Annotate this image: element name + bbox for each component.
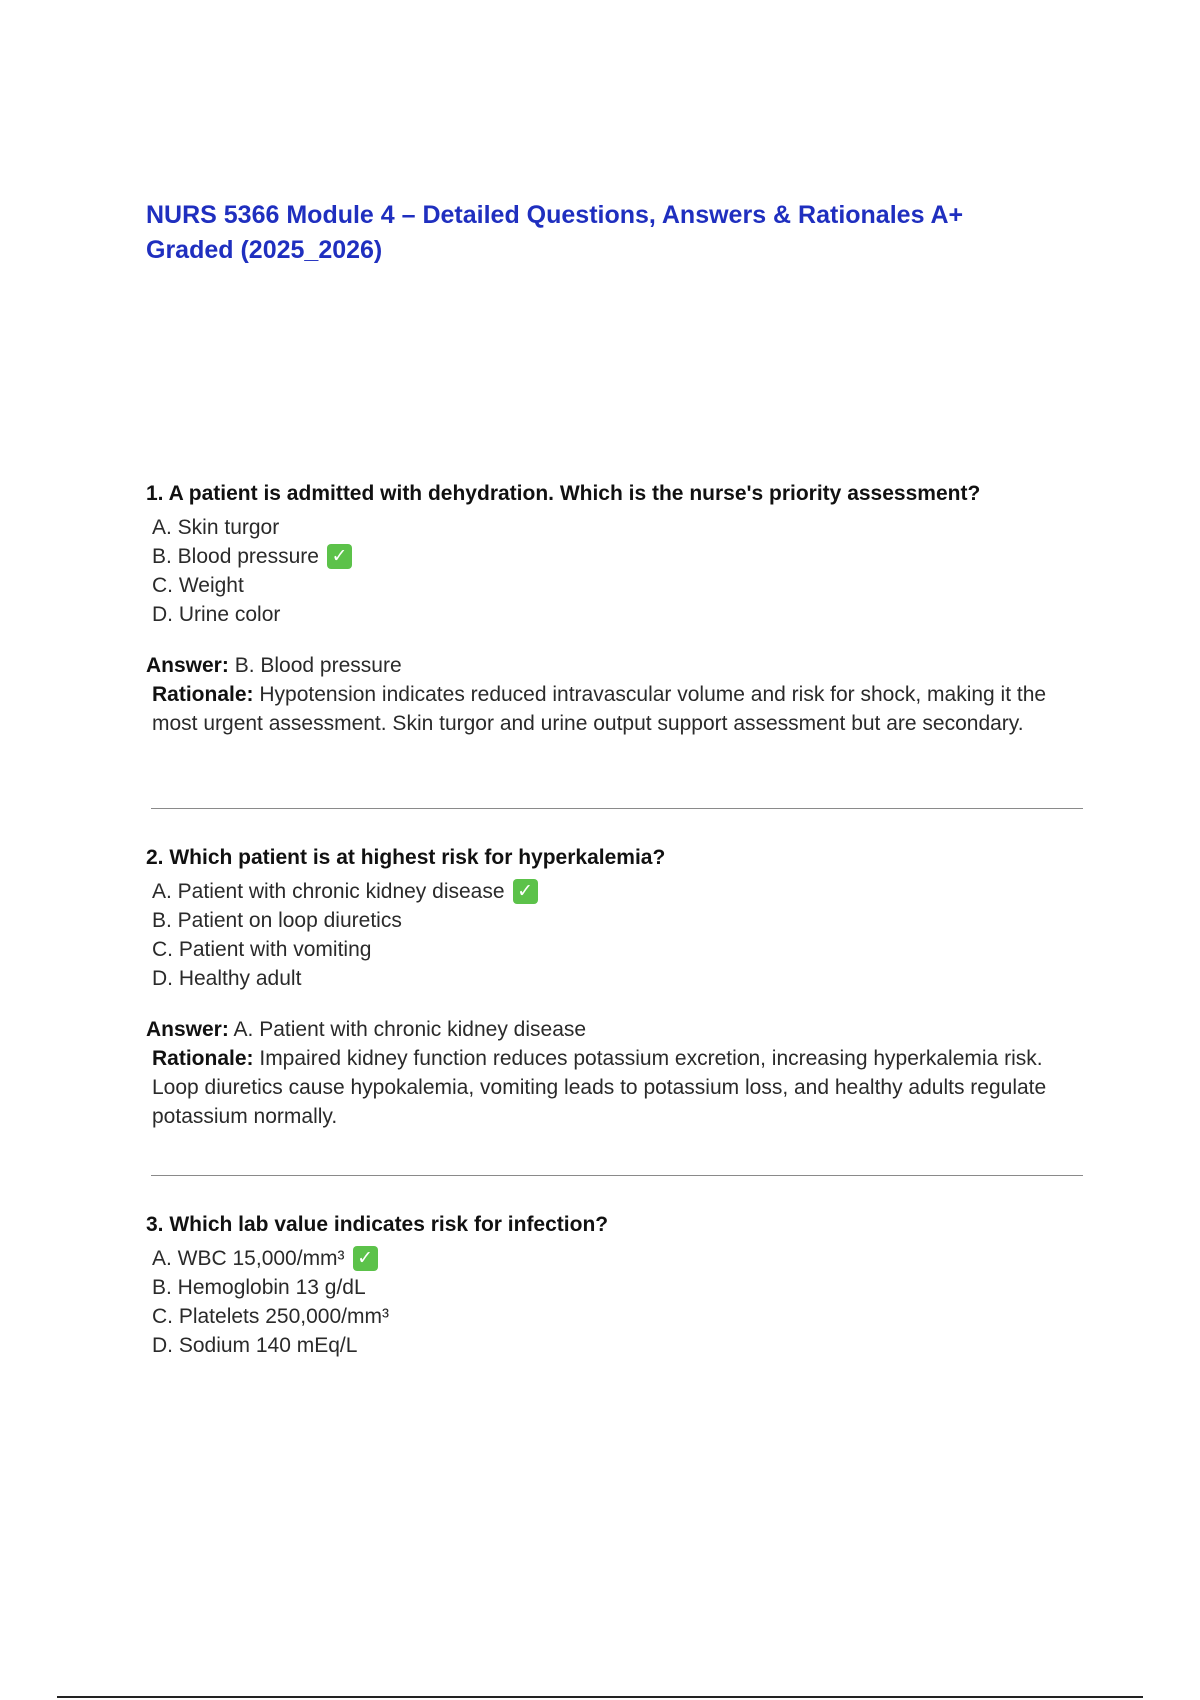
option-b — [152, 542, 1086, 571]
question-text: 1. A patient is admitted with dehydration. Which is the nurse's priority assessment? — [146, 482, 981, 505]
option-label: C. Patient with vomiting — [152, 938, 372, 961]
answer-label: Answer: — [146, 1018, 229, 1041]
option-a — [152, 513, 1086, 542]
check-mark-icon: ✓ — [353, 1246, 378, 1271]
answer-label: Answer: — [146, 654, 229, 677]
option-label: B. Blood pressure — [152, 545, 319, 568]
option-list — [146, 1244, 1086, 1360]
check-mark-icon: ✓ — [513, 879, 538, 904]
question-text: 2. Which patient is at highest risk for hyperkalemia? — [146, 846, 666, 869]
option-label: D. Sodium 140 mEq/L — [152, 1334, 358, 1357]
check-mark-icon: ✓ — [327, 544, 352, 569]
option-label: B. Patient on loop diuretics — [152, 909, 402, 932]
answer-line — [146, 651, 1086, 680]
option-label: D. Urine color — [152, 603, 281, 626]
option-label: A. Skin turgor — [152, 516, 280, 539]
answer-line — [146, 1015, 1086, 1044]
answer-value: A. Patient with chronic kidney disease — [233, 1018, 587, 1041]
answer-value: B. Blood pressure — [234, 654, 402, 677]
page-bottom-rule — [57, 1696, 1143, 1698]
option-label: A. WBC 15,000/mm³ — [152, 1247, 345, 1270]
rationale-label: Rationale: — [152, 1047, 254, 1070]
option-list — [146, 513, 1086, 629]
option-d — [152, 964, 1086, 993]
rationale-text: Hypotension indicates reduced intravascular volume and risk for shock, making it the most urgent assessment. Skin turgor and urine output support assessment but are secondary. — [152, 683, 1047, 735]
question-3 — [146, 1210, 1086, 1360]
option-b — [152, 906, 1086, 935]
option-label: D. Healthy adult — [152, 967, 302, 990]
section-divider — [151, 1175, 1083, 1176]
option-d — [152, 1331, 1086, 1360]
page-title: NURS 5366 Module 4 – Detailed Questions, Answers & Rationales A+ Graded (2025_2026) — [146, 201, 964, 264]
rationale-text: Impaired kidney function reduces potassium excretion, increasing hyperkalemia risk. Loop diuretics cause hypokalemia, vomiting leads to potassium loss, and healthy adults regulate potassium normally. — [152, 1047, 1047, 1128]
question-1 — [146, 479, 1086, 738]
question-2 — [146, 843, 1086, 1131]
rationale-paragraph — [146, 680, 1086, 738]
option-b — [152, 1273, 1086, 1302]
option-a — [152, 1244, 1086, 1273]
rationale-label: Rationale: — [152, 683, 254, 706]
option-label: A. Patient with chronic kidney disease — [152, 880, 505, 903]
option-label: B. Hemoglobin 13 g/dL — [152, 1276, 366, 1299]
option-c — [152, 571, 1086, 600]
option-a — [152, 877, 1086, 906]
option-d — [152, 600, 1086, 629]
option-label: C. Platelets 250,000/mm³ — [152, 1305, 389, 1328]
option-list — [146, 877, 1086, 993]
option-c — [152, 1302, 1086, 1331]
option-label: C. Weight — [152, 574, 244, 597]
question-text: 3. Which lab value indicates risk for infection? — [146, 1213, 609, 1236]
section-divider — [151, 808, 1083, 809]
rationale-paragraph — [146, 1044, 1086, 1131]
option-c — [152, 935, 1086, 964]
